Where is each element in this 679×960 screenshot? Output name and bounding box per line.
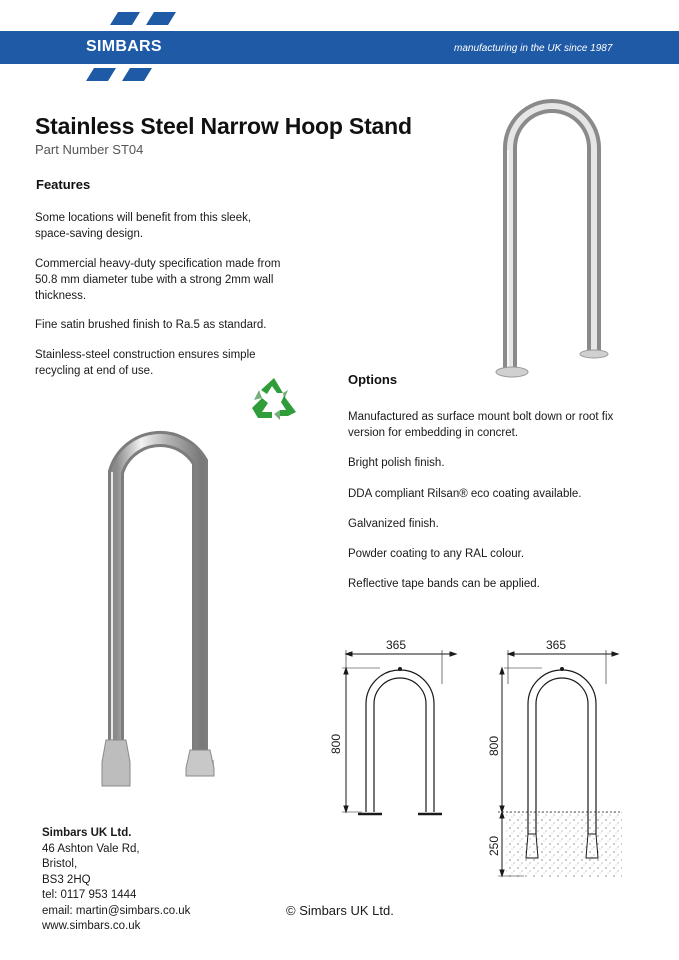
address-line-website[interactable]: www.simbars.co.uk bbox=[42, 920, 141, 932]
option-item-5: Powder coating to any RAL colour. bbox=[348, 548, 525, 560]
feature-item-4: Stainless-steel construction ensures simple recycling at end of use. bbox=[35, 349, 256, 377]
option-item-1: Manufactured as surface mount bolt down or root fix version for embedding in concret. bbox=[348, 411, 614, 439]
option-item-4: Galvanized finish. bbox=[348, 518, 439, 530]
root-width-label: 365 bbox=[546, 638, 567, 652]
hoop-stand-render-top bbox=[490, 98, 620, 380]
root-depth-label: 250 bbox=[487, 835, 501, 856]
address-line-email[interactable]: email: martin@simbars.co.uk bbox=[42, 904, 191, 917]
surface-height-label: 800 bbox=[329, 733, 343, 754]
address-line-phone: tel: 0117 953 1444 bbox=[42, 889, 137, 901]
feature-item-1: Some locations will benefit from this sleek, space-saving design. bbox=[35, 212, 252, 240]
feature-item-2: Commercial heavy-duty specification made from 50.8 mm diameter tube with a strong 2mm wall thickness. bbox=[35, 258, 281, 302]
address-line-city: Bristol, bbox=[42, 858, 78, 870]
root-height-label: 800 bbox=[487, 735, 501, 756]
root-fix-drawing bbox=[484, 634, 634, 884]
option-item-6: Reflective tape bands can be applied. bbox=[348, 578, 540, 590]
features-heading: Features bbox=[36, 177, 91, 192]
option-item-3: DDA compliant Rilsan® eco coating available. bbox=[348, 488, 582, 500]
company-name: Simbars UK Ltd. bbox=[42, 827, 132, 839]
recycle-icon bbox=[250, 376, 298, 420]
address-line-postcode: BS3 2HQ bbox=[42, 873, 91, 886]
copyright: © Simbars UK Ltd. bbox=[286, 903, 394, 918]
address-line-street: 46 Ashton Vale Rd, bbox=[42, 842, 140, 855]
option-item-2: Bright polish finish. bbox=[348, 457, 445, 469]
feature-item-3: Fine satin brushed finish to Ra.5 as standard. bbox=[35, 319, 267, 331]
surface-width-label: 365 bbox=[386, 638, 407, 652]
part-number: Part Number ST04 bbox=[35, 142, 144, 157]
company-address bbox=[42, 826, 190, 935]
tagline: manufacturing in the UK since 1987 bbox=[454, 43, 613, 54]
page-title: Stainless Steel Narrow Hoop Stand bbox=[35, 113, 412, 139]
brand-name: SIMBARS bbox=[86, 38, 162, 55]
options-heading: Options bbox=[348, 372, 398, 387]
surface-mount-drawing bbox=[322, 634, 472, 824]
hoop-stand-render-left bbox=[96, 410, 226, 792]
